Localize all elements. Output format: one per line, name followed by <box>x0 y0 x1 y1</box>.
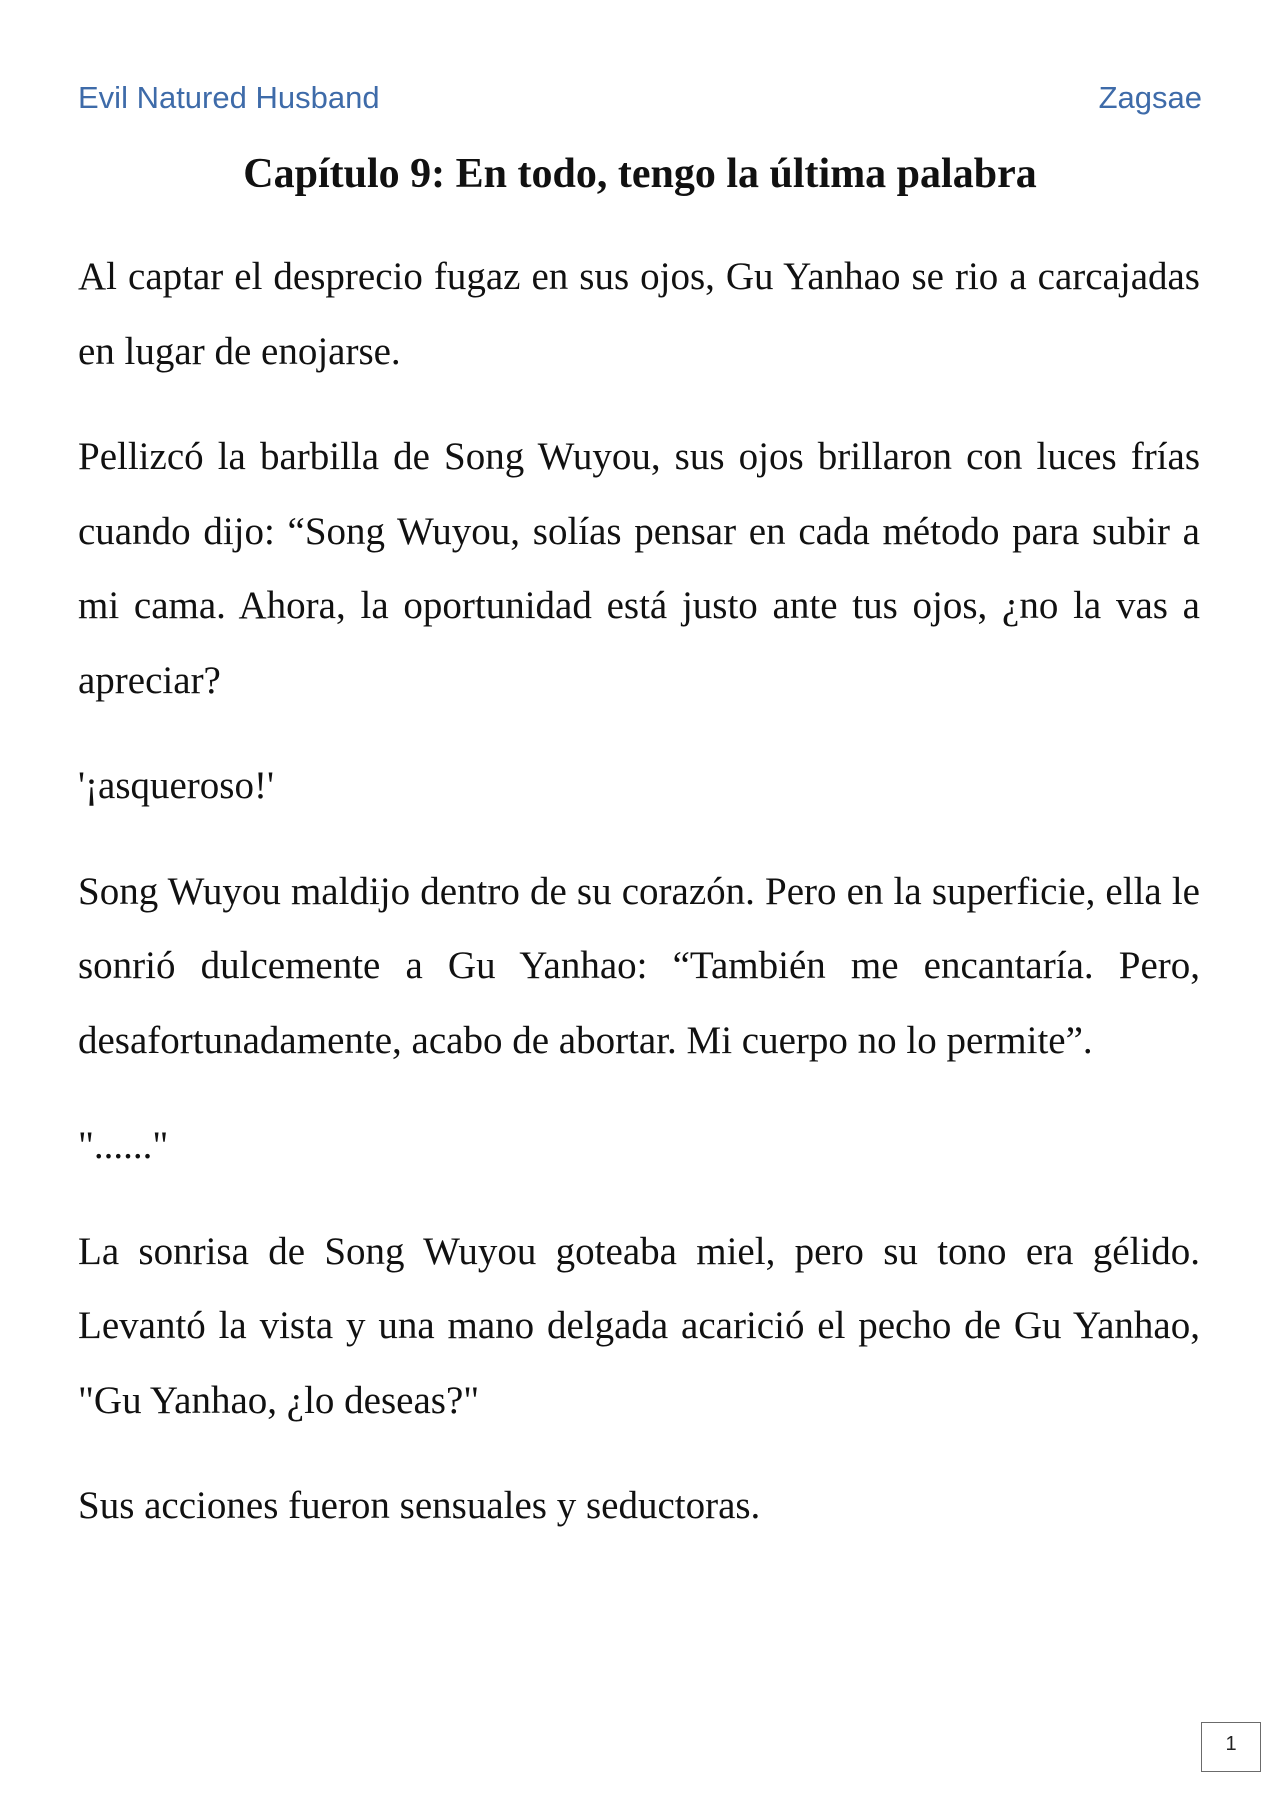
paragraph: Sus acciones fueron sensuales y seductoras. <box>78 1484 761 1527</box>
paragraph: "......" <box>78 1124 169 1167</box>
header-book-title: Evil Natured Husband <box>78 80 380 115</box>
paragraph: La sonrisa de Song Wuyou goteaba miel, pero su tono era gélido. Levantó la vista y una mano delgada acarició el pecho de Gu Yanhao, "Gu Yanhao, ¿lo deseas?" <box>78 1229 1200 1422</box>
page-number: 1 <box>1225 1733 1237 1755</box>
paragraph: Pellizcó la barbilla de Song Wuyou, sus ojos brillaron con luces frías cuando dijo: “Song Wuyou, solías pensar en cada método para subir a mi cama. Ahora, la oportunidad está justo ante tus ojos, ¿no la vas a apreciar? <box>78 435 1200 702</box>
header-author: Zagsae <box>1098 80 1202 115</box>
page-header <box>78 80 1202 120</box>
chapter-title: Capítulo 9: En todo, tengo la última palabra <box>243 151 1037 197</box>
paragraph: '¡asqueroso!' <box>78 764 274 807</box>
paragraph: Al captar el desprecio fugaz en sus ojos, Gu Yanhao se rio a carcajadas en lugar de enojarse. <box>78 255 1200 373</box>
chapter-body <box>78 240 1200 1575</box>
page-number-badge <box>1201 1722 1261 1772</box>
paragraph: Song Wuyou maldijo dentro de su corazón. Pero en la superficie, ella le sonrió dulcemente a Gu Yanhao: “También me encantaría. Pero, desafortunadamente, acabo de abortar. Mi cuerpo no lo permite”. <box>78 869 1200 1062</box>
